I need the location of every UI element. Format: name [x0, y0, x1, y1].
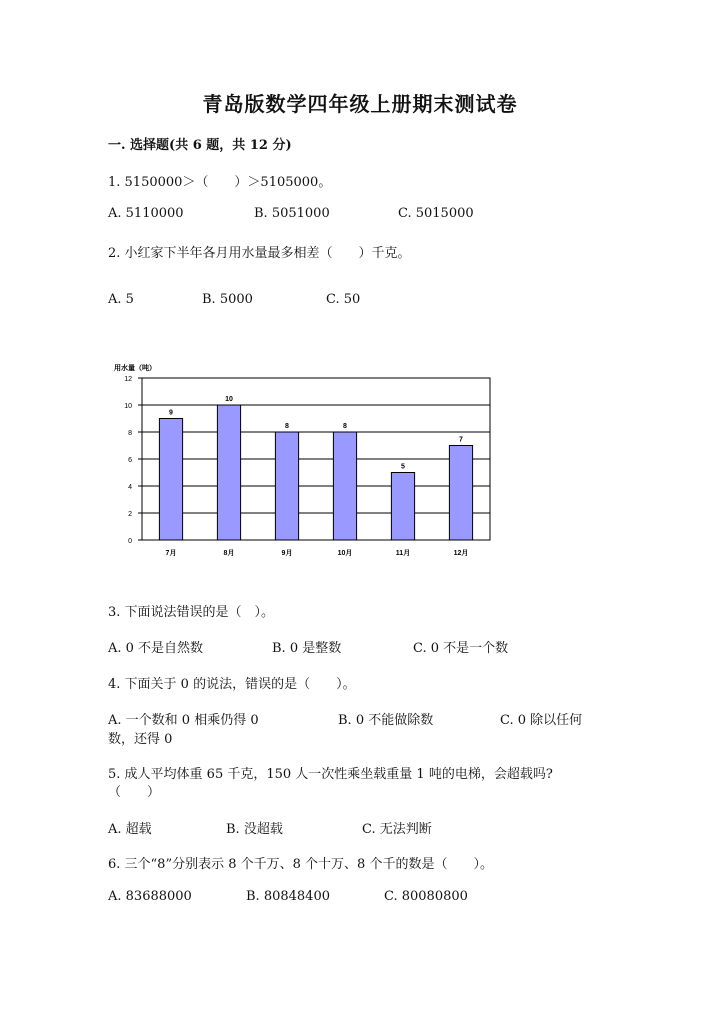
question-6-option-b: B. 80848400	[246, 889, 330, 904]
chart-y-axis-label: 用水量（吨）	[114, 365, 156, 372]
chart-x-tick-label: 12月	[453, 550, 469, 557]
question-6-option-a: A. 83688000	[108, 889, 192, 904]
chart-x-tick-label: 10月	[337, 550, 353, 557]
chart-bar	[275, 432, 298, 540]
chart-data-label: 9	[169, 409, 173, 417]
chart-x-tick-label: 8月	[223, 550, 235, 557]
question-5-option-c: C. 无法判断	[362, 822, 432, 837]
question-1-option-b: B. 5051000	[254, 206, 330, 221]
chart-y-tick-label: 0	[128, 538, 132, 545]
chart-data-label: 5	[401, 463, 405, 471]
question-3-option-a: A. 0 不是自然数	[108, 641, 204, 656]
question-5-option-b: B. 没超载	[226, 822, 283, 837]
page-title: 青岛版数学四年级上册期末测试卷	[202, 92, 518, 116]
question-2-option-b: B. 5000	[202, 292, 253, 307]
question-6-stem: 6. 三个“8”分别表示 8 个千万、8 个十万、8 个千的数是（ ）。	[108, 857, 493, 872]
chart-data-label: 8	[343, 423, 347, 430]
section-heading: 一. 选择题(共 6 题，共 12 分)	[108, 138, 292, 153]
question-6-option-c: C. 80080800	[384, 889, 468, 904]
question-2-option-c: C. 50	[326, 292, 361, 307]
chart-y-tick-label: 4	[128, 484, 132, 491]
chart-data-label: 10	[225, 396, 233, 403]
chart-y-tick-label: 12	[124, 376, 132, 383]
question-2-option-a: A. 5	[108, 292, 134, 307]
question-3-option-c: C. 0 不是一个数	[413, 641, 509, 656]
chart-data-label: 7	[459, 436, 463, 444]
question-4-option-a: A. 一个数和 0 相乘仍得 0	[108, 713, 259, 728]
question-4-option-c: C. 0 除以任何	[500, 713, 583, 728]
question-3-option-b: B. 0 是整数	[272, 641, 342, 656]
water-usage-bar-chart	[100, 358, 500, 563]
chart-x-tick-label: 11月	[395, 550, 411, 557]
question-3-stem: 3. 下面说法错误的是（ ）。	[108, 605, 275, 620]
chart-y-tick-label: 2	[128, 511, 132, 518]
chart-data-label: 8	[285, 423, 289, 430]
chart-y-tick-label: 6	[128, 457, 132, 464]
question-1-option-a: A. 5110000	[108, 206, 184, 221]
chart-bar	[449, 446, 472, 541]
question-5-stem: 5. 成人平均体重 65 千克，150 人一次性乘坐载重量 1 吨的电梯，会超载吗?	[108, 767, 553, 782]
question-4-option-c-continued: 数，还得 0	[108, 732, 173, 747]
question-5-stem-continued: （ ）	[108, 785, 161, 800]
question-1-option-c: C. 5015000	[398, 206, 474, 221]
chart-y-tick-label: 8	[128, 430, 132, 437]
chart-bar	[333, 432, 356, 540]
question-1-stem: 1. 5150000＞（ ）＞5105000。	[108, 175, 332, 190]
question-4-stem: 4. 下面关于 0 的说法，错误的是（ ）。	[108, 677, 356, 692]
question-4-option-b: B. 0 不能做除数	[338, 713, 434, 728]
chart-x-tick-label: 9月	[281, 550, 293, 557]
question-5-option-a: A. 超载	[108, 822, 152, 837]
chart-bar	[391, 473, 414, 541]
chart-y-tick-label: 10	[124, 403, 132, 410]
chart-x-tick-label: 7月	[165, 550, 177, 557]
chart-bar	[159, 419, 182, 541]
chart-bar	[217, 405, 240, 540]
question-2-stem: 2. 小红家下半年各月用水量最多相差（ ）千克。	[108, 246, 411, 261]
